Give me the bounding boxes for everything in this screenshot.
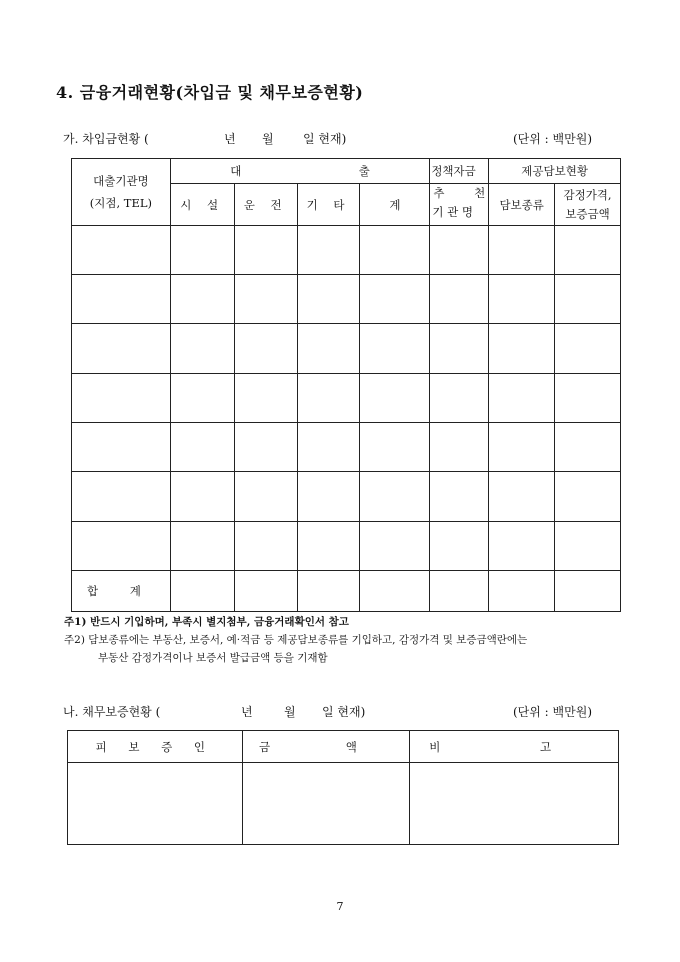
loan-table <box>71 158 621 612</box>
header-guaranteed: 피 보 증 인 <box>68 731 243 763</box>
table-row <box>72 522 621 571</box>
header-policy-fund-2 <box>430 184 489 226</box>
header-operating: 운 전 <box>234 184 297 226</box>
note-2-line-1: 주2) 담보종류에는 부동산, 보증서, 예·적금 등 제공담보종류를 기입하고, 감정가격 및 보증금액란에는 <box>64 634 528 646</box>
page-number: 7 <box>336 900 344 913</box>
table-row <box>72 226 621 275</box>
part-a-unit: (단위 : 백만원) <box>513 132 592 146</box>
part-a-month-label: 월 <box>262 132 274 146</box>
header-appraisal <box>555 184 621 226</box>
header-appraisal-2: 보증금액 <box>565 206 610 221</box>
header-lender-label: 대출기관명 <box>93 174 149 188</box>
header-lender-sub: (지점, TEL) <box>89 196 152 210</box>
header-recommend-left: 추 <box>433 186 445 200</box>
guarantee-table <box>67 730 619 845</box>
header-collateral-type: 담보종류 <box>489 184 555 226</box>
part-b-heading: 나. 채무보증현황 ( <box>63 705 161 719</box>
part-a-day-label: 일 현재) <box>303 132 347 146</box>
table-row <box>72 472 621 522</box>
header-remarks: 비 고 <box>410 731 619 763</box>
header-policy-fund-1: 정책자금 <box>430 159 489 184</box>
part-b-year-label: 년 <box>241 705 253 719</box>
table-row <box>72 275 621 324</box>
header-lender <box>72 159 171 226</box>
part-a-year-label: 년 <box>224 132 236 146</box>
header-amount: 금 액 <box>242 731 410 763</box>
part-b-unit: (단위 : 백만원) <box>513 705 592 719</box>
header-collateral: 제공담보현황 <box>489 159 621 184</box>
header-appraisal-1: 감정가격, <box>563 187 612 202</box>
table-row <box>72 423 621 472</box>
sum-label: 합 계 <box>72 571 171 612</box>
sum-row <box>72 571 621 612</box>
part-b-month-label: 월 <box>284 705 296 719</box>
part-a-heading: 가. 차입금현황 ( <box>63 132 149 146</box>
header-loan <box>170 159 430 184</box>
header-loan-right: 출 <box>358 164 370 178</box>
table-row <box>72 374 621 423</box>
header-recommend-right: 천 <box>474 186 486 200</box>
header-facility: 시 설 <box>170 184 234 226</box>
table-row <box>72 324 621 374</box>
part-b-day-label: 일 현재) <box>322 705 366 719</box>
header-other: 기 타 <box>297 184 360 226</box>
table-row <box>68 763 619 845</box>
section-title: 4. 금융거래현황(차입금 및 채무보증현황) <box>56 83 364 102</box>
header-total: 계 <box>360 184 430 226</box>
note-2-line-2: 부동산 감정가격이나 보증서 발급금액 등을 기재함 <box>98 652 328 664</box>
header-agency-name: 기 관 명 <box>432 205 473 219</box>
header-loan-left: 대 <box>230 164 242 178</box>
note-1: 주1) 반드시 기입하며, 부족시 별지첨부, 금융거래확인서 참고 <box>64 616 349 628</box>
